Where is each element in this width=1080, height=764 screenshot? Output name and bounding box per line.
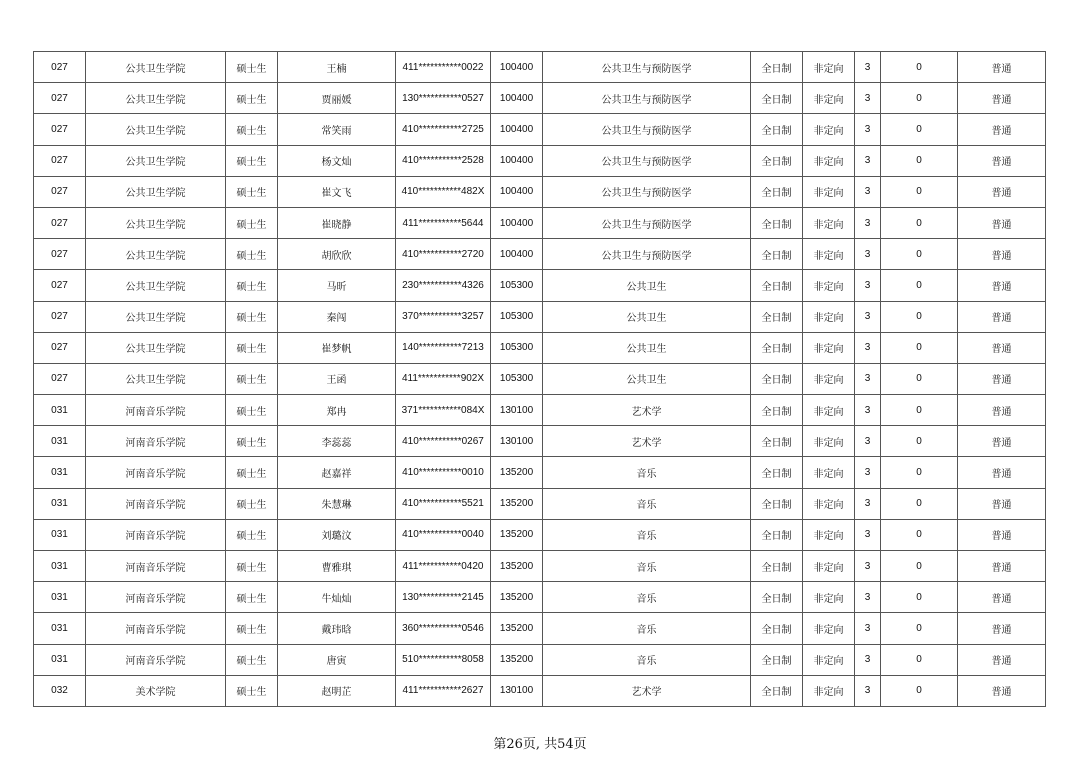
orientation-cell: 非定向 bbox=[803, 675, 855, 706]
table-row bbox=[34, 644, 1046, 675]
degree-level-cell: 硕士生 bbox=[226, 239, 278, 270]
category-cell: 普通 bbox=[958, 52, 1046, 83]
table-row bbox=[34, 519, 1046, 550]
count-cell: 0 bbox=[881, 145, 958, 176]
category-cell: 普通 bbox=[958, 613, 1046, 644]
table-row bbox=[34, 83, 1046, 114]
orientation-cell: 非定向 bbox=[803, 145, 855, 176]
degree-level-cell: 硕士生 bbox=[226, 519, 278, 550]
count-cell: 0 bbox=[881, 83, 958, 114]
id-number-cell: 411***********2627 bbox=[396, 675, 491, 706]
count-cell: 0 bbox=[881, 675, 958, 706]
major-code-cell: 130100 bbox=[491, 395, 543, 426]
years-cell: 3 bbox=[855, 519, 881, 550]
student-name-cell: 胡欣欣 bbox=[278, 239, 396, 270]
id-number-cell: 410***********482X bbox=[396, 176, 491, 207]
college-name-cell: 公共卫生学院 bbox=[86, 270, 226, 301]
count-cell: 0 bbox=[881, 332, 958, 363]
college-code-cell: 031 bbox=[34, 551, 86, 582]
orientation-cell: 非定向 bbox=[803, 239, 855, 270]
major-name-cell: 音乐 bbox=[543, 457, 751, 488]
orientation-cell: 非定向 bbox=[803, 582, 855, 613]
orientation-cell: 非定向 bbox=[803, 426, 855, 457]
student-name-cell: 秦闯 bbox=[278, 301, 396, 332]
study-mode-cell: 全日制 bbox=[751, 582, 803, 613]
orientation-cell: 非定向 bbox=[803, 114, 855, 145]
enrollment-table bbox=[33, 51, 1046, 707]
student-name-cell: 牛灿灿 bbox=[278, 582, 396, 613]
id-number-cell: 360***********0546 bbox=[396, 613, 491, 644]
count-cell: 0 bbox=[881, 176, 958, 207]
years-cell: 3 bbox=[855, 239, 881, 270]
college-code-cell: 031 bbox=[34, 613, 86, 644]
college-code-cell: 027 bbox=[34, 332, 86, 363]
college-code-cell: 027 bbox=[34, 270, 86, 301]
major-code-cell: 105300 bbox=[491, 363, 543, 394]
orientation-cell: 非定向 bbox=[803, 176, 855, 207]
college-name-cell: 公共卫生学院 bbox=[86, 301, 226, 332]
student-name-cell: 崔晓静 bbox=[278, 207, 396, 238]
major-name-cell: 艺术学 bbox=[543, 426, 751, 457]
table-row bbox=[34, 332, 1046, 363]
table-row bbox=[34, 457, 1046, 488]
college-code-cell: 027 bbox=[34, 239, 86, 270]
degree-level-cell: 硕士生 bbox=[226, 426, 278, 457]
college-name-cell: 河南音乐学院 bbox=[86, 644, 226, 675]
college-code-cell: 027 bbox=[34, 176, 86, 207]
study-mode-cell: 全日制 bbox=[751, 52, 803, 83]
college-name-cell: 河南音乐学院 bbox=[86, 551, 226, 582]
major-name-cell: 音乐 bbox=[543, 582, 751, 613]
count-cell: 0 bbox=[881, 301, 958, 332]
major-name-cell: 公共卫生与预防医学 bbox=[543, 207, 751, 238]
category-cell: 普通 bbox=[958, 644, 1046, 675]
study-mode-cell: 全日制 bbox=[751, 551, 803, 582]
student-name-cell: 常笑雨 bbox=[278, 114, 396, 145]
major-code-cell: 100400 bbox=[491, 239, 543, 270]
college-code-cell: 031 bbox=[34, 457, 86, 488]
degree-level-cell: 硕士生 bbox=[226, 644, 278, 675]
years-cell: 3 bbox=[855, 83, 881, 114]
id-number-cell: 411***********0420 bbox=[396, 551, 491, 582]
id-number-cell: 410***********2720 bbox=[396, 239, 491, 270]
id-number-cell: 370***********3257 bbox=[396, 301, 491, 332]
count-cell: 0 bbox=[881, 239, 958, 270]
major-code-cell: 100400 bbox=[491, 207, 543, 238]
study-mode-cell: 全日制 bbox=[751, 332, 803, 363]
table-row bbox=[34, 52, 1046, 83]
id-number-cell: 411***********0022 bbox=[396, 52, 491, 83]
study-mode-cell: 全日制 bbox=[751, 114, 803, 145]
table-row bbox=[34, 363, 1046, 394]
study-mode-cell: 全日制 bbox=[751, 519, 803, 550]
college-code-cell: 031 bbox=[34, 519, 86, 550]
college-name-cell: 公共卫生学院 bbox=[86, 207, 226, 238]
student-name-cell: 王楠 bbox=[278, 52, 396, 83]
college-code-cell: 027 bbox=[34, 145, 86, 176]
orientation-cell: 非定向 bbox=[803, 488, 855, 519]
years-cell: 3 bbox=[855, 426, 881, 457]
major-code-cell: 100400 bbox=[491, 176, 543, 207]
student-name-cell: 赵明芷 bbox=[278, 675, 396, 706]
category-cell: 普通 bbox=[958, 114, 1046, 145]
orientation-cell: 非定向 bbox=[803, 270, 855, 301]
count-cell: 0 bbox=[881, 114, 958, 145]
count-cell: 0 bbox=[881, 551, 958, 582]
college-name-cell: 河南音乐学院 bbox=[86, 426, 226, 457]
college-name-cell: 河南音乐学院 bbox=[86, 519, 226, 550]
orientation-cell: 非定向 bbox=[803, 457, 855, 488]
student-name-cell: 王函 bbox=[278, 363, 396, 394]
major-code-cell: 100400 bbox=[491, 145, 543, 176]
degree-level-cell: 硕士生 bbox=[226, 145, 278, 176]
id-number-cell: 230***********4326 bbox=[396, 270, 491, 301]
degree-level-cell: 硕士生 bbox=[226, 207, 278, 238]
years-cell: 3 bbox=[855, 488, 881, 519]
years-cell: 3 bbox=[855, 301, 881, 332]
orientation-cell: 非定向 bbox=[803, 363, 855, 394]
table-row bbox=[34, 176, 1046, 207]
major-code-cell: 130100 bbox=[491, 675, 543, 706]
orientation-cell: 非定向 bbox=[803, 207, 855, 238]
college-code-cell: 031 bbox=[34, 488, 86, 519]
major-name-cell: 公共卫生与预防医学 bbox=[543, 83, 751, 114]
count-cell: 0 bbox=[881, 613, 958, 644]
orientation-cell: 非定向 bbox=[803, 519, 855, 550]
major-name-cell: 音乐 bbox=[543, 488, 751, 519]
id-number-cell: 410***********0010 bbox=[396, 457, 491, 488]
degree-level-cell: 硕士生 bbox=[226, 363, 278, 394]
degree-level-cell: 硕士生 bbox=[226, 176, 278, 207]
count-cell: 0 bbox=[881, 519, 958, 550]
table-row bbox=[34, 239, 1046, 270]
degree-level-cell: 硕士生 bbox=[226, 270, 278, 301]
category-cell: 普通 bbox=[958, 675, 1046, 706]
category-cell: 普通 bbox=[958, 395, 1046, 426]
category-cell: 普通 bbox=[958, 426, 1046, 457]
major-code-cell: 135200 bbox=[491, 457, 543, 488]
college-name-cell: 公共卫生学院 bbox=[86, 52, 226, 83]
major-name-cell: 公共卫生 bbox=[543, 332, 751, 363]
study-mode-cell: 全日制 bbox=[751, 363, 803, 394]
study-mode-cell: 全日制 bbox=[751, 239, 803, 270]
orientation-cell: 非定向 bbox=[803, 395, 855, 426]
student-name-cell: 唐寅 bbox=[278, 644, 396, 675]
table-row bbox=[34, 114, 1046, 145]
years-cell: 3 bbox=[855, 207, 881, 238]
major-name-cell: 公共卫生与预防医学 bbox=[543, 145, 751, 176]
major-code-cell: 135200 bbox=[491, 551, 543, 582]
table-row bbox=[34, 270, 1046, 301]
major-name-cell: 公共卫生 bbox=[543, 270, 751, 301]
student-name-cell: 戴玮晗 bbox=[278, 613, 396, 644]
degree-level-cell: 硕士生 bbox=[226, 675, 278, 706]
count-cell: 0 bbox=[881, 395, 958, 426]
count-cell: 0 bbox=[881, 207, 958, 238]
id-number-cell: 510***********8058 bbox=[396, 644, 491, 675]
major-name-cell: 音乐 bbox=[543, 613, 751, 644]
student-name-cell: 刘璐汶 bbox=[278, 519, 396, 550]
category-cell: 普通 bbox=[958, 519, 1046, 550]
major-code-cell: 100400 bbox=[491, 114, 543, 145]
years-cell: 3 bbox=[855, 613, 881, 644]
category-cell: 普通 bbox=[958, 457, 1046, 488]
student-name-cell: 杨文灿 bbox=[278, 145, 396, 176]
table-row bbox=[34, 207, 1046, 238]
category-cell: 普通 bbox=[958, 145, 1046, 176]
table-body bbox=[34, 52, 1046, 707]
study-mode-cell: 全日制 bbox=[751, 176, 803, 207]
college-name-cell: 公共卫生学院 bbox=[86, 332, 226, 363]
category-cell: 普通 bbox=[958, 83, 1046, 114]
count-cell: 0 bbox=[881, 52, 958, 83]
major-code-cell: 105300 bbox=[491, 332, 543, 363]
table-row bbox=[34, 301, 1046, 332]
college-name-cell: 公共卫生学院 bbox=[86, 239, 226, 270]
major-code-cell: 100400 bbox=[491, 83, 543, 114]
category-cell: 普通 bbox=[958, 301, 1046, 332]
major-code-cell: 130100 bbox=[491, 426, 543, 457]
major-name-cell: 音乐 bbox=[543, 551, 751, 582]
years-cell: 3 bbox=[855, 457, 881, 488]
college-code-cell: 027 bbox=[34, 207, 86, 238]
degree-level-cell: 硕士生 bbox=[226, 52, 278, 83]
college-name-cell: 河南音乐学院 bbox=[86, 457, 226, 488]
years-cell: 3 bbox=[855, 270, 881, 301]
student-name-cell: 朱慧琳 bbox=[278, 488, 396, 519]
id-number-cell: 140***********7213 bbox=[396, 332, 491, 363]
degree-level-cell: 硕士生 bbox=[226, 395, 278, 426]
student-name-cell: 李蕊蕊 bbox=[278, 426, 396, 457]
table-row bbox=[34, 426, 1046, 457]
major-code-cell: 100400 bbox=[491, 52, 543, 83]
college-code-cell: 027 bbox=[34, 52, 86, 83]
major-code-cell: 135200 bbox=[491, 582, 543, 613]
college-code-cell: 032 bbox=[34, 675, 86, 706]
orientation-cell: 非定向 bbox=[803, 613, 855, 644]
years-cell: 3 bbox=[855, 145, 881, 176]
major-name-cell: 音乐 bbox=[543, 644, 751, 675]
student-name-cell: 赵嘉祥 bbox=[278, 457, 396, 488]
category-cell: 普通 bbox=[958, 332, 1046, 363]
table-row bbox=[34, 488, 1046, 519]
table-row bbox=[34, 395, 1046, 426]
page-number: 第26页, 共54页 bbox=[493, 737, 587, 752]
category-cell: 普通 bbox=[958, 551, 1046, 582]
category-cell: 普通 bbox=[958, 239, 1046, 270]
major-name-cell: 公共卫生与预防医学 bbox=[543, 52, 751, 83]
table-row bbox=[34, 582, 1046, 613]
college-name-cell: 河南音乐学院 bbox=[86, 613, 226, 644]
id-number-cell: 410***********0267 bbox=[396, 426, 491, 457]
major-name-cell: 音乐 bbox=[543, 519, 751, 550]
count-cell: 0 bbox=[881, 363, 958, 394]
study-mode-cell: 全日制 bbox=[751, 145, 803, 176]
id-number-cell: 410***********2528 bbox=[396, 145, 491, 176]
table-row bbox=[34, 613, 1046, 644]
orientation-cell: 非定向 bbox=[803, 551, 855, 582]
college-name-cell: 公共卫生学院 bbox=[86, 114, 226, 145]
major-name-cell: 公共卫生 bbox=[543, 301, 751, 332]
major-code-cell: 135200 bbox=[491, 613, 543, 644]
degree-level-cell: 硕士生 bbox=[226, 488, 278, 519]
major-name-cell: 公共卫生 bbox=[543, 363, 751, 394]
count-cell: 0 bbox=[881, 270, 958, 301]
category-cell: 普通 bbox=[958, 176, 1046, 207]
major-code-cell: 105300 bbox=[491, 270, 543, 301]
table-row bbox=[34, 145, 1046, 176]
id-number-cell: 410***********0040 bbox=[396, 519, 491, 550]
student-name-cell: 马昕 bbox=[278, 270, 396, 301]
college-name-cell: 河南音乐学院 bbox=[86, 395, 226, 426]
table-row bbox=[34, 551, 1046, 582]
years-cell: 3 bbox=[855, 551, 881, 582]
college-name-cell: 公共卫生学院 bbox=[86, 83, 226, 114]
major-name-cell: 艺术学 bbox=[543, 675, 751, 706]
study-mode-cell: 全日制 bbox=[751, 426, 803, 457]
college-name-cell: 河南音乐学院 bbox=[86, 488, 226, 519]
years-cell: 3 bbox=[855, 644, 881, 675]
study-mode-cell: 全日制 bbox=[751, 488, 803, 519]
degree-level-cell: 硕士生 bbox=[226, 83, 278, 114]
category-cell: 普通 bbox=[958, 270, 1046, 301]
student-name-cell: 崔文飞 bbox=[278, 176, 396, 207]
study-mode-cell: 全日制 bbox=[751, 457, 803, 488]
major-name-cell: 公共卫生与预防医学 bbox=[543, 176, 751, 207]
years-cell: 3 bbox=[855, 582, 881, 613]
years-cell: 3 bbox=[855, 363, 881, 394]
degree-level-cell: 硕士生 bbox=[226, 613, 278, 644]
id-number-cell: 410***********2725 bbox=[396, 114, 491, 145]
id-number-cell: 411***********902X bbox=[396, 363, 491, 394]
count-cell: 0 bbox=[881, 488, 958, 519]
major-name-cell: 公共卫生与预防医学 bbox=[543, 239, 751, 270]
category-cell: 普通 bbox=[958, 207, 1046, 238]
orientation-cell: 非定向 bbox=[803, 332, 855, 363]
college-name-cell: 公共卫生学院 bbox=[86, 363, 226, 394]
major-code-cell: 135200 bbox=[491, 519, 543, 550]
major-code-cell: 135200 bbox=[491, 644, 543, 675]
id-number-cell: 371***********084X bbox=[396, 395, 491, 426]
college-code-cell: 031 bbox=[34, 426, 86, 457]
college-code-cell: 027 bbox=[34, 301, 86, 332]
degree-level-cell: 硕士生 bbox=[226, 332, 278, 363]
college-code-cell: 027 bbox=[34, 363, 86, 394]
study-mode-cell: 全日制 bbox=[751, 270, 803, 301]
count-cell: 0 bbox=[881, 426, 958, 457]
years-cell: 3 bbox=[855, 675, 881, 706]
degree-level-cell: 硕士生 bbox=[226, 582, 278, 613]
category-cell: 普通 bbox=[958, 488, 1046, 519]
study-mode-cell: 全日制 bbox=[751, 207, 803, 238]
id-number-cell: 410***********5521 bbox=[396, 488, 491, 519]
orientation-cell: 非定向 bbox=[803, 83, 855, 114]
count-cell: 0 bbox=[881, 644, 958, 675]
study-mode-cell: 全日制 bbox=[751, 83, 803, 114]
table-row bbox=[34, 675, 1046, 706]
count-cell: 0 bbox=[881, 457, 958, 488]
college-code-cell: 031 bbox=[34, 644, 86, 675]
student-name-cell: 贾丽媛 bbox=[278, 83, 396, 114]
id-number-cell: 130***********2145 bbox=[396, 582, 491, 613]
study-mode-cell: 全日制 bbox=[751, 644, 803, 675]
years-cell: 3 bbox=[855, 176, 881, 207]
college-code-cell: 027 bbox=[34, 114, 86, 145]
years-cell: 3 bbox=[855, 114, 881, 145]
study-mode-cell: 全日制 bbox=[751, 395, 803, 426]
category-cell: 普通 bbox=[958, 363, 1046, 394]
college-name-cell: 公共卫生学院 bbox=[86, 176, 226, 207]
years-cell: 3 bbox=[855, 52, 881, 83]
major-name-cell: 艺术学 bbox=[543, 395, 751, 426]
years-cell: 3 bbox=[855, 332, 881, 363]
orientation-cell: 非定向 bbox=[803, 301, 855, 332]
college-name-cell: 美术学院 bbox=[86, 675, 226, 706]
student-name-cell: 郑冉 bbox=[278, 395, 396, 426]
degree-level-cell: 硕士生 bbox=[226, 301, 278, 332]
major-code-cell: 135200 bbox=[491, 488, 543, 519]
degree-level-cell: 硕士生 bbox=[226, 114, 278, 145]
study-mode-cell: 全日制 bbox=[751, 613, 803, 644]
student-name-cell: 曹雅琪 bbox=[278, 551, 396, 582]
category-cell: 普通 bbox=[958, 582, 1046, 613]
degree-level-cell: 硕士生 bbox=[226, 551, 278, 582]
orientation-cell: 非定向 bbox=[803, 52, 855, 83]
college-code-cell: 031 bbox=[34, 395, 86, 426]
count-cell: 0 bbox=[881, 582, 958, 613]
college-name-cell: 河南音乐学院 bbox=[86, 582, 226, 613]
id-number-cell: 130***********0527 bbox=[396, 83, 491, 114]
study-mode-cell: 全日制 bbox=[751, 675, 803, 706]
major-name-cell: 公共卫生与预防医学 bbox=[543, 114, 751, 145]
college-code-cell: 027 bbox=[34, 83, 86, 114]
orientation-cell: 非定向 bbox=[803, 644, 855, 675]
id-number-cell: 411***********5644 bbox=[396, 207, 491, 238]
major-code-cell: 105300 bbox=[491, 301, 543, 332]
degree-level-cell: 硕士生 bbox=[226, 457, 278, 488]
college-code-cell: 031 bbox=[34, 582, 86, 613]
student-name-cell: 崔梦帆 bbox=[278, 332, 396, 363]
years-cell: 3 bbox=[855, 395, 881, 426]
study-mode-cell: 全日制 bbox=[751, 301, 803, 332]
enrollment-table-wrapper bbox=[33, 51, 1046, 707]
college-name-cell: 公共卫生学院 bbox=[86, 145, 226, 176]
